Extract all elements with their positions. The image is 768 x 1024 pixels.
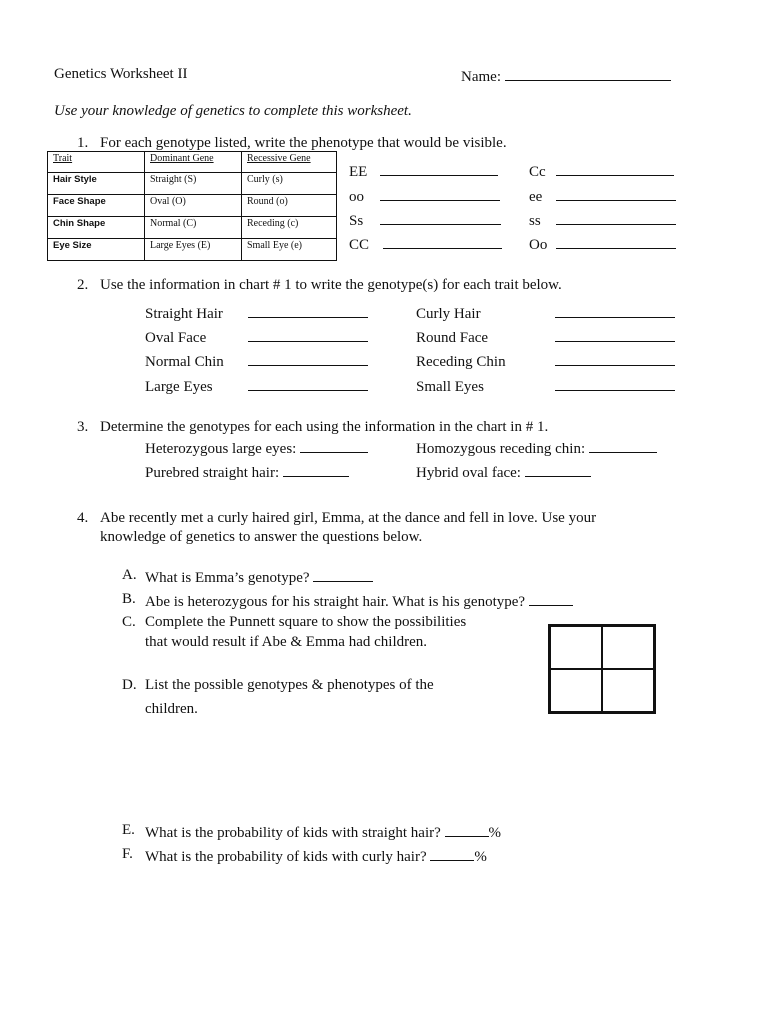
header-cell: Recessive Gene bbox=[242, 152, 337, 173]
trait-label: Straight Hair bbox=[145, 306, 223, 322]
q4e-letter: E. bbox=[122, 822, 135, 838]
q2-item bbox=[416, 351, 675, 371]
genotype-label: Ss bbox=[349, 213, 364, 229]
q4b-text: Abe is heterozygous for his straight hair. What is his genotype? bbox=[145, 594, 526, 610]
q3-item bbox=[145, 438, 368, 458]
phenotype-blank[interactable] bbox=[556, 186, 676, 201]
trait-label: Small Eyes bbox=[416, 379, 484, 395]
trait-table-header bbox=[48, 152, 337, 173]
phenotype-blank[interactable] bbox=[380, 210, 501, 225]
genotype-blank[interactable] bbox=[555, 303, 675, 318]
phenotype-blank[interactable] bbox=[380, 186, 500, 201]
genotype-item bbox=[529, 161, 674, 181]
genotype-label: ee bbox=[529, 189, 543, 205]
instructions: Use your knowledge of genetics to complete this worksheet. bbox=[54, 103, 412, 119]
table-row bbox=[48, 173, 337, 195]
q4a-text: What is Emma’s genotype? bbox=[145, 570, 310, 586]
q2-item bbox=[145, 376, 368, 396]
table-cell: Normal (C) bbox=[145, 217, 242, 239]
punnett-square[interactable] bbox=[548, 624, 656, 714]
table-cell: Receding (c) bbox=[242, 217, 337, 239]
q4a-item bbox=[145, 567, 373, 587]
q3-prompt: Determine the genotypes for each using the information in the chart in # 1. bbox=[100, 419, 549, 435]
q1-number: 1. bbox=[77, 135, 89, 151]
table-cell: Curly (s) bbox=[242, 173, 337, 195]
q4f-letter: F. bbox=[122, 846, 133, 862]
genotype-item bbox=[349, 234, 502, 254]
q3-item bbox=[145, 462, 349, 482]
q2-item bbox=[416, 303, 675, 323]
genotype-blank[interactable] bbox=[555, 327, 675, 342]
punnett-cell[interactable] bbox=[550, 669, 602, 712]
table-cell: Oval (O) bbox=[145, 195, 242, 217]
table-cell: Round (o) bbox=[242, 195, 337, 217]
q2-item bbox=[145, 303, 368, 323]
genotype-label: oo bbox=[349, 189, 364, 205]
q3-item bbox=[416, 462, 591, 482]
name-field[interactable] bbox=[461, 66, 671, 86]
q4c-line2: that would result if Abe & Emma had children. bbox=[145, 634, 428, 650]
q4d-letter: D. bbox=[122, 677, 137, 693]
q4b-item bbox=[145, 591, 573, 611]
q2-item bbox=[416, 376, 675, 396]
genotype-label: Oo bbox=[529, 237, 548, 253]
table-cell: Chin Shape bbox=[48, 217, 145, 239]
q3-number: 3. bbox=[77, 419, 89, 435]
percent-sign: % bbox=[474, 849, 487, 865]
q3-item-label: Purebred straight hair: bbox=[145, 465, 280, 481]
trait-label: Normal Chin bbox=[145, 354, 224, 370]
table-cell: Hair Style bbox=[48, 173, 145, 195]
genotype-blank[interactable] bbox=[248, 351, 368, 366]
trait-label: Round Face bbox=[416, 330, 489, 346]
genotype-blank[interactable] bbox=[300, 438, 368, 453]
q3-item-label: Hybrid oval face: bbox=[416, 465, 521, 481]
genotype-item bbox=[529, 186, 676, 206]
phenotype-blank[interactable] bbox=[556, 161, 674, 176]
q2-prompt: Use the information in chart # 1 to write the genotype(s) for each trait below. bbox=[100, 277, 562, 293]
q3-item-label: Heterozygous large eyes: bbox=[145, 441, 297, 457]
genotype-blank[interactable] bbox=[589, 438, 657, 453]
trait-label: Large Eyes bbox=[145, 379, 213, 395]
genotype-label: Cc bbox=[529, 164, 546, 180]
punnett-cell[interactable] bbox=[550, 626, 602, 669]
header-cell: Trait bbox=[48, 152, 145, 173]
name-label: Name: bbox=[461, 69, 501, 85]
q2-item bbox=[416, 327, 675, 347]
genotype-label: CC bbox=[349, 237, 370, 253]
q4e-item bbox=[145, 822, 501, 842]
genotype-label: ss bbox=[529, 213, 541, 229]
trait-label: Oval Face bbox=[145, 330, 207, 346]
phenotype-blank[interactable] bbox=[380, 161, 498, 176]
answer-blank[interactable] bbox=[529, 591, 573, 606]
q3-item-label: Homozygous receding chin: bbox=[416, 441, 586, 457]
percent-sign: % bbox=[488, 825, 502, 841]
q2-item bbox=[145, 327, 368, 347]
q4f-text: What is the probability of kids with curly hair? bbox=[145, 849, 427, 865]
q4e-text: What is the probability of kids with straight hair? bbox=[145, 825, 441, 841]
q2-number: 2. bbox=[77, 277, 89, 293]
table-cell: Eye Size bbox=[48, 239, 145, 261]
phenotype-blank[interactable] bbox=[556, 210, 676, 225]
q2-item bbox=[145, 351, 368, 371]
q4c-line1: Complete the Punnett square to show the possibilities bbox=[145, 614, 467, 630]
genotype-label: EE bbox=[349, 164, 368, 180]
q3-item bbox=[416, 438, 657, 458]
genotype-blank[interactable] bbox=[248, 376, 368, 391]
q4-number: 4. bbox=[77, 510, 89, 526]
table-cell: Straight (S) bbox=[145, 173, 242, 195]
q4-prompt-line1: Abe recently met a curly haired girl, Emma, at the dance and fell in love. Use your bbox=[100, 510, 597, 526]
phenotype-blank[interactable] bbox=[383, 234, 502, 249]
q4b-letter: B. bbox=[122, 591, 136, 607]
answer-blank[interactable] bbox=[313, 567, 373, 582]
q4f-item bbox=[145, 846, 487, 866]
answer-blank[interactable] bbox=[445, 822, 489, 837]
genotype-item bbox=[529, 234, 676, 254]
genotype-blank[interactable] bbox=[283, 462, 349, 477]
table-cell: Face Shape bbox=[48, 195, 145, 217]
genotype-item bbox=[349, 210, 501, 230]
trait-label: Receding Chin bbox=[416, 354, 506, 370]
q4-prompt-line2: knowledge of genetics to answer the questions below. bbox=[100, 529, 423, 545]
q4c-letter: C. bbox=[122, 614, 136, 630]
genotype-item bbox=[349, 161, 498, 181]
genotype-blank[interactable] bbox=[248, 327, 368, 342]
table-cell: Small Eye (e) bbox=[242, 239, 337, 261]
trait-label: Curly Hair bbox=[416, 306, 481, 322]
punnett-cell[interactable] bbox=[602, 669, 654, 712]
genotype-blank[interactable] bbox=[555, 376, 675, 391]
name-blank[interactable] bbox=[505, 66, 671, 81]
q1-prompt: For each genotype listed, write the phenotype that would be visible. bbox=[100, 135, 507, 151]
genotype-blank[interactable] bbox=[248, 303, 368, 318]
q4a-letter: A. bbox=[122, 567, 137, 583]
q4d-line1: List the possible genotypes & phenotypes of the bbox=[145, 677, 434, 693]
punnett-cell[interactable] bbox=[602, 626, 654, 669]
phenotype-blank[interactable] bbox=[556, 234, 676, 249]
table-row bbox=[48, 217, 337, 239]
q4d-line2: children. bbox=[145, 701, 198, 717]
header-cell: Dominant Gene bbox=[145, 152, 242, 173]
table-row bbox=[48, 239, 337, 261]
genotype-blank[interactable] bbox=[525, 462, 591, 477]
answer-blank[interactable] bbox=[430, 846, 474, 861]
trait-table bbox=[47, 151, 337, 261]
table-row bbox=[48, 195, 337, 217]
genotype-blank[interactable] bbox=[555, 351, 675, 366]
worksheet-title: Genetics Worksheet II bbox=[54, 66, 188, 82]
table-cell: Large Eyes (E) bbox=[145, 239, 242, 261]
genotype-item bbox=[349, 186, 500, 206]
genotype-item bbox=[529, 210, 676, 230]
